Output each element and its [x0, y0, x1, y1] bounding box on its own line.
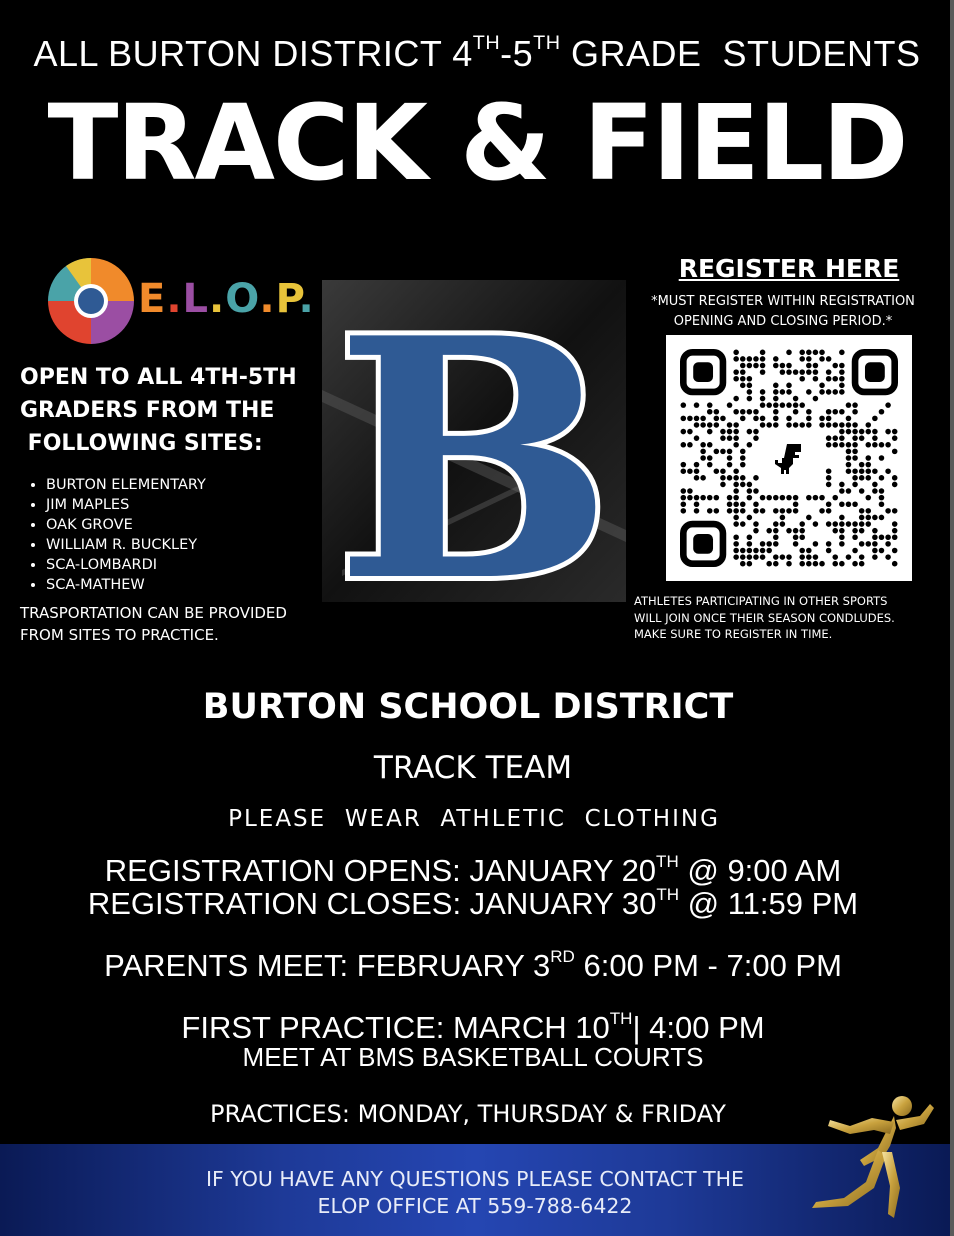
date-superscript: TH [656, 852, 679, 872]
athletes-note-line: MAKE SURE TO REGISTER IN TIME. [634, 627, 833, 641]
edge-border [950, 0, 954, 1236]
district-title: BURTON SCHOOL DISTRICT [202, 687, 734, 727]
registration-opens [0, 853, 946, 889]
time-text: @ 9:00 AM [678, 853, 842, 888]
qr-code-icon [666, 335, 912, 581]
list-item: • WILLIAM R. BUCKLEY [46, 535, 206, 555]
footer-line: ELOP OFFICE AT 559-788-6422 [317, 1194, 633, 1218]
grade-superscript: TH [472, 32, 501, 55]
register-note [627, 292, 939, 332]
sites-heading-line: FOLLOWING SITES: [20, 431, 263, 456]
transport-line: FROM SITES TO PRACTICE. [20, 626, 219, 644]
time-text: @ 11:59 PM [679, 886, 859, 921]
puzzle-circle-icon [46, 256, 136, 346]
register-heading: REGISTER HERE [678, 254, 900, 283]
register-note-line: *MUST REGISTER WITHIN REGISTRATION [651, 294, 915, 309]
list-item: • SCA-LOMBARDI [46, 555, 206, 575]
elop-letter: E [138, 276, 167, 322]
grade-text: -5 [500, 33, 534, 74]
meet-location: MEET AT BMS BASKETBALL COURTS [242, 1042, 704, 1072]
footer-line: IF YOU HAVE ANY QUESTIONS PLEASE CONTACT THE [206, 1167, 744, 1191]
elop-letters: E.L.O.P. [138, 276, 315, 322]
date-superscript: RD [550, 947, 575, 967]
list-item: • SCA-MATHEW [46, 575, 206, 595]
date-superscript: TH [609, 1009, 633, 1029]
register-note-line: OPENING AND CLOSING PERIOD.* [673, 314, 893, 329]
list-item: • JIM MAPLES [46, 495, 206, 515]
date-text: PARENTS MEET: FEBRUARY 3 [104, 948, 551, 983]
time-text: | 4:00 PM [632, 1010, 765, 1045]
b-logo [322, 280, 626, 602]
team-line: TRACK TEAM [373, 750, 573, 786]
sites-list [26, 475, 206, 595]
date-text: REGISTRATION OPENS: JANUARY 20 [104, 853, 657, 888]
qr-code[interactable] [666, 335, 912, 581]
date-superscript: TH [656, 885, 680, 905]
first-practice [0, 1010, 946, 1046]
b-letter: B [334, 280, 614, 602]
grade-superscript: TH [533, 32, 561, 55]
date-text: REGISTRATION CLOSES: JANUARY 30 [87, 886, 657, 921]
grade-text: GRADE STUDENTS [560, 33, 921, 74]
transport-line: TRASPORTATION CAN BE PROVIDED [20, 604, 287, 622]
grade-text: ALL BURTON DISTRICT 4 [33, 33, 473, 74]
transport-note [20, 602, 340, 646]
athletes-note-line: ATHLETES PARTICIPATING IN OTHER SPORTS [634, 594, 888, 608]
runner-icon [790, 1090, 940, 1225]
registration-closes [0, 886, 946, 922]
sites-heading-line: GRADERS FROM THE [20, 398, 275, 423]
athletes-note-line: WILL JOIN ONCE THEIR SEASON CONDLUDES. [634, 610, 895, 625]
practices-schedule: PRACTICES: MONDAY, THURSDAY & FRIDAY [210, 1100, 726, 1128]
time-text: 6:00 PM - 7:00 PM [574, 948, 842, 983]
page-title: TRACK & FIELD [47, 82, 907, 204]
elop-logo [46, 256, 315, 348]
athletes-note [634, 593, 944, 643]
parents-meet [0, 948, 946, 984]
sites-heading [20, 361, 330, 460]
sites-heading-line: OPEN TO ALL 4TH-5TH [20, 365, 297, 390]
date-text: FIRST PRACTICE: MARCH 10 [181, 1010, 610, 1045]
list-item: • BURTON ELEMENTARY [46, 475, 206, 495]
grade-line [0, 33, 954, 75]
list-item: • OAK GROVE [46, 515, 206, 535]
clothing-line: PLEASE WEAR ATHLETIC CLOTHING [228, 806, 720, 832]
